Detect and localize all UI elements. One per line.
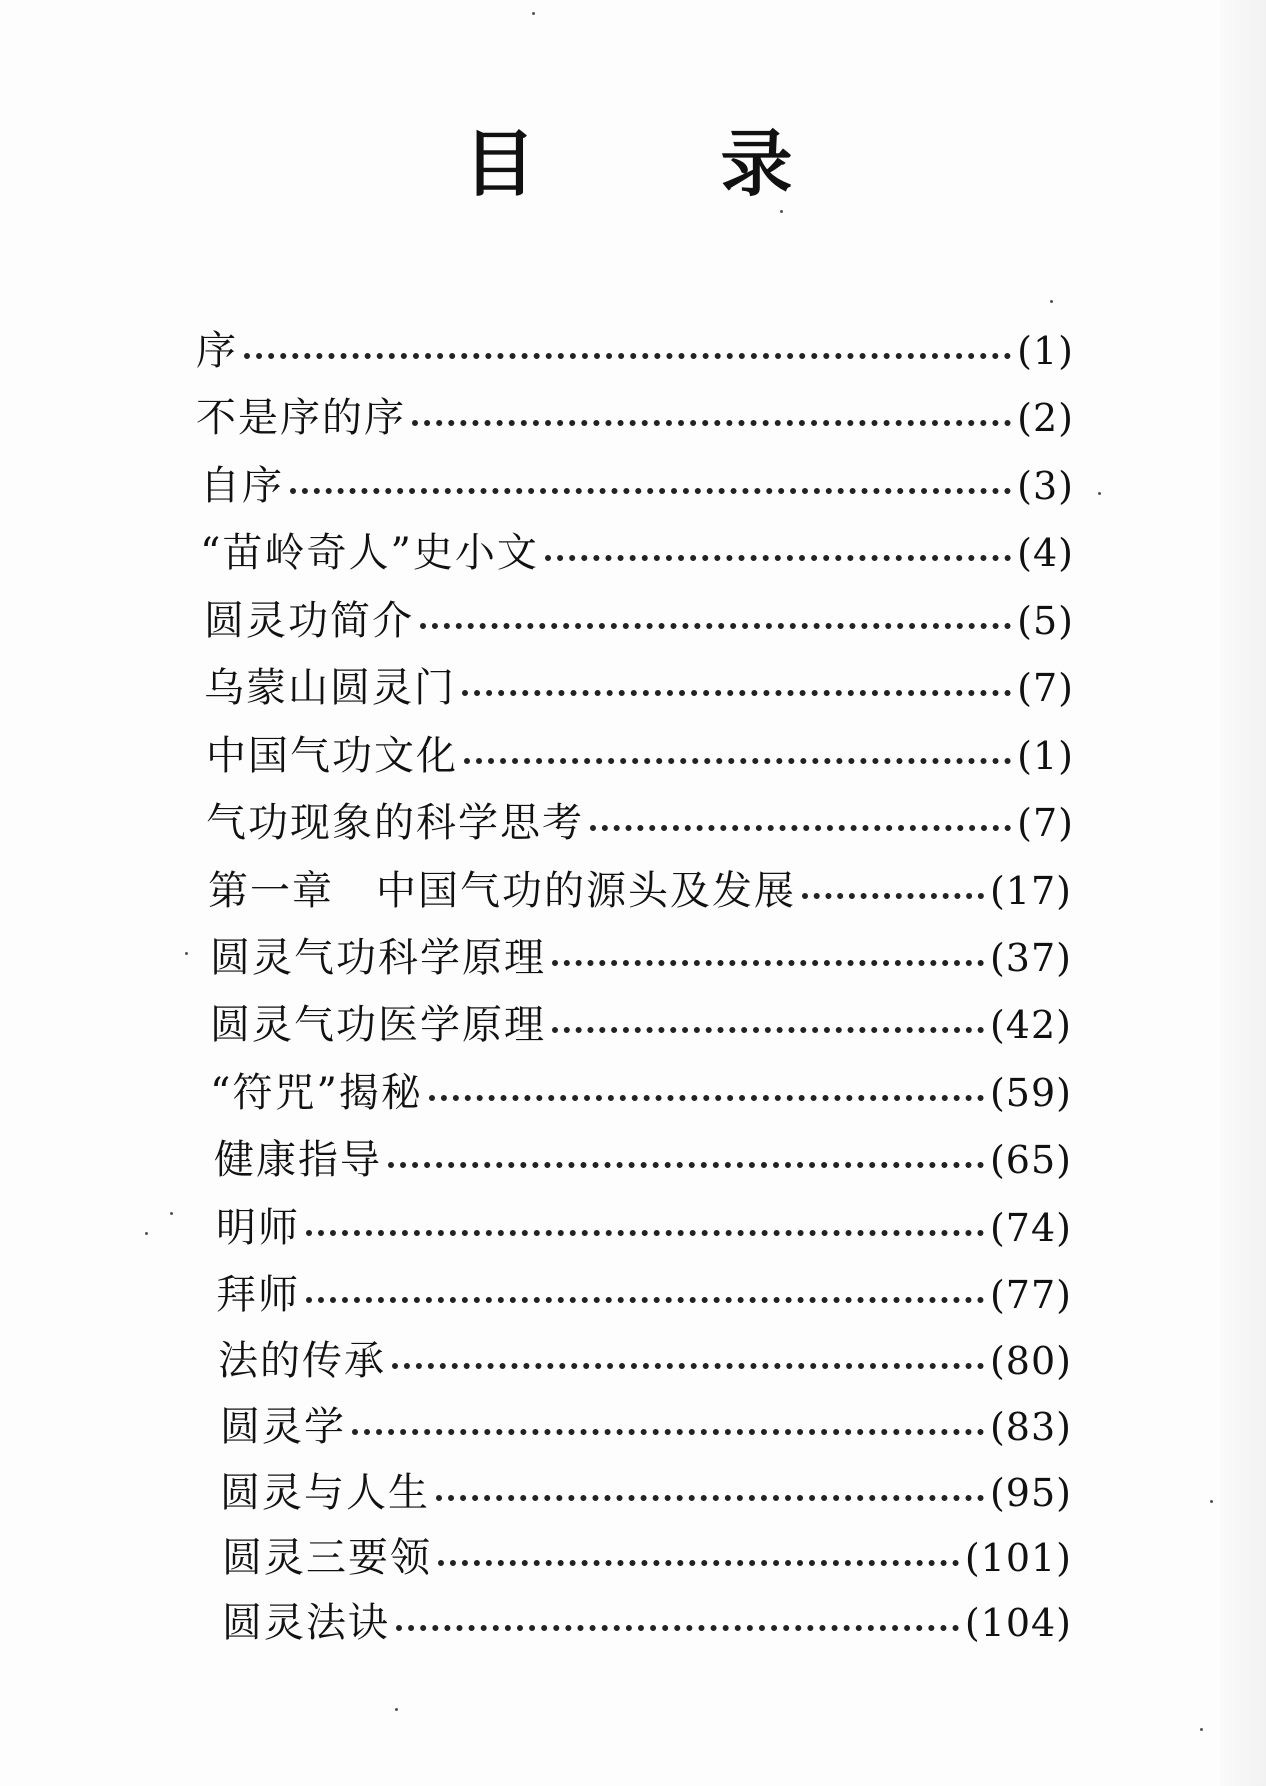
toc-entry-page: (65) <box>989 1138 1072 1182</box>
toc-leader-dots <box>388 1135 984 1185</box>
toc-entry <box>210 1068 1072 1118</box>
toc-entry-title: 气功现象的科学思考 <box>206 800 584 846</box>
toc-entry-page: (1) <box>1017 734 1074 778</box>
toc-leader-dots <box>464 731 1011 781</box>
toc-entry-page: (83) <box>989 1405 1072 1449</box>
toc-entry-title: 序 <box>196 328 238 374</box>
scan-speck <box>1098 492 1101 495</box>
toc-entry-page: (7) <box>1017 666 1074 710</box>
toc-leader-dots <box>545 528 1011 578</box>
toc-leader-dots <box>290 461 1011 511</box>
toc-entry <box>216 1203 1072 1253</box>
toc-entry-page: (77) <box>989 1273 1072 1317</box>
toc-entry-page: (101) <box>964 1536 1072 1580</box>
toc-leader-dots <box>244 326 1011 376</box>
toc-entry-page: (7) <box>1017 801 1074 845</box>
toc-leader-dots <box>392 1336 984 1386</box>
toc-leader-dots <box>590 798 1011 848</box>
toc-entry <box>208 866 1072 916</box>
toc-entry <box>200 528 1074 578</box>
toc-entry-title: 圆灵功简介 <box>204 598 414 644</box>
toc-entry <box>206 731 1074 781</box>
toc-leader-dots <box>552 933 984 983</box>
toc-entry <box>222 1598 1072 1648</box>
toc-entry-title: 乌蒙山圆灵门 <box>204 665 456 711</box>
scan-speck <box>145 1232 148 1235</box>
toc-entry <box>222 1533 1072 1583</box>
toc-entry-title: 中国气功文化 <box>206 733 458 779</box>
toc-entry <box>206 798 1074 848</box>
toc-leader-dots <box>396 1598 959 1648</box>
toc-entry <box>216 1270 1072 1320</box>
toc-entry-page: (4) <box>1017 531 1074 575</box>
toc-entry-title: 圆灵法诀 <box>222 1600 390 1646</box>
toc-entry <box>210 933 1072 983</box>
toc-entry-page: (3) <box>1017 464 1074 508</box>
scan-speck <box>170 1212 173 1215</box>
toc-entry-page: (2) <box>1017 396 1074 440</box>
toc-entry-page: (104) <box>964 1601 1072 1645</box>
toc-entry <box>204 596 1074 646</box>
toc-entry-title: 明师 <box>216 1205 300 1251</box>
toc-leader-dots <box>420 596 1011 646</box>
toc-entry <box>210 1000 1072 1050</box>
toc-leader-dots <box>352 1402 984 1452</box>
toc-entry <box>196 326 1074 376</box>
scan-speck <box>1200 1728 1203 1731</box>
scan-speck <box>780 210 783 213</box>
toc-entry-page: (17) <box>989 869 1072 913</box>
toc-entry-page: (74) <box>989 1206 1072 1250</box>
toc-entry-page: (37) <box>989 936 1072 980</box>
scan-speck <box>532 12 535 15</box>
scan-speck <box>1050 300 1053 303</box>
scan-speck <box>1210 1500 1213 1503</box>
toc-leader-dots <box>306 1270 984 1320</box>
toc-entry <box>220 1468 1072 1518</box>
toc-entry-title: “符咒”揭秘 <box>210 1070 423 1116</box>
toc-entry-page: (1) <box>1017 329 1074 373</box>
toc-leader-dots <box>436 1468 984 1518</box>
toc-entry <box>218 1336 1072 1386</box>
toc-entry-title: 圆灵与人生 <box>220 1470 430 1516</box>
toc-entry-title: 圆灵气功科学原理 <box>210 935 546 981</box>
toc-entry-page: (42) <box>989 1003 1072 1047</box>
toc-entry <box>220 1402 1072 1452</box>
toc-leader-dots <box>429 1068 984 1118</box>
scan-speck <box>395 1708 398 1711</box>
toc-entry-title: 不是序的序 <box>196 395 406 441</box>
toc-entry <box>204 663 1074 713</box>
toc-entry-title: 拜师 <box>216 1272 300 1318</box>
toc-entry-title: 自序 <box>200 463 284 509</box>
toc-entry-page: (80) <box>989 1339 1072 1383</box>
toc-entry <box>196 393 1074 443</box>
toc-leader-dots <box>306 1203 984 1253</box>
toc-entry-title: 圆灵三要领 <box>222 1535 432 1581</box>
toc-leader-dots <box>802 866 984 916</box>
toc-entry <box>214 1135 1072 1185</box>
toc-entry-page: (5) <box>1017 599 1074 643</box>
toc-entry-title: 圆灵学 <box>220 1404 346 1450</box>
toc-entry-title: 圆灵气功医学原理 <box>210 1002 546 1048</box>
toc-leader-dots <box>412 393 1011 443</box>
toc-leader-dots <box>438 1533 959 1583</box>
toc-entry-title: 第一章 中国气功的源头及发展 <box>208 868 796 914</box>
toc-entry-title: “苗岭奇人”史小文 <box>200 530 539 576</box>
toc-entry-page: (59) <box>989 1071 1072 1115</box>
toc-entry-title: 法的传承 <box>218 1338 386 1384</box>
toc-entry <box>200 461 1074 511</box>
scan-speck <box>185 952 188 955</box>
toc-leader-dots <box>552 1000 984 1050</box>
toc-entry-title: 健康指导 <box>214 1137 382 1183</box>
page-title: 目 录 <box>463 121 873 206</box>
toc-leader-dots <box>462 663 1011 713</box>
toc-entry-page: (95) <box>989 1471 1072 1515</box>
